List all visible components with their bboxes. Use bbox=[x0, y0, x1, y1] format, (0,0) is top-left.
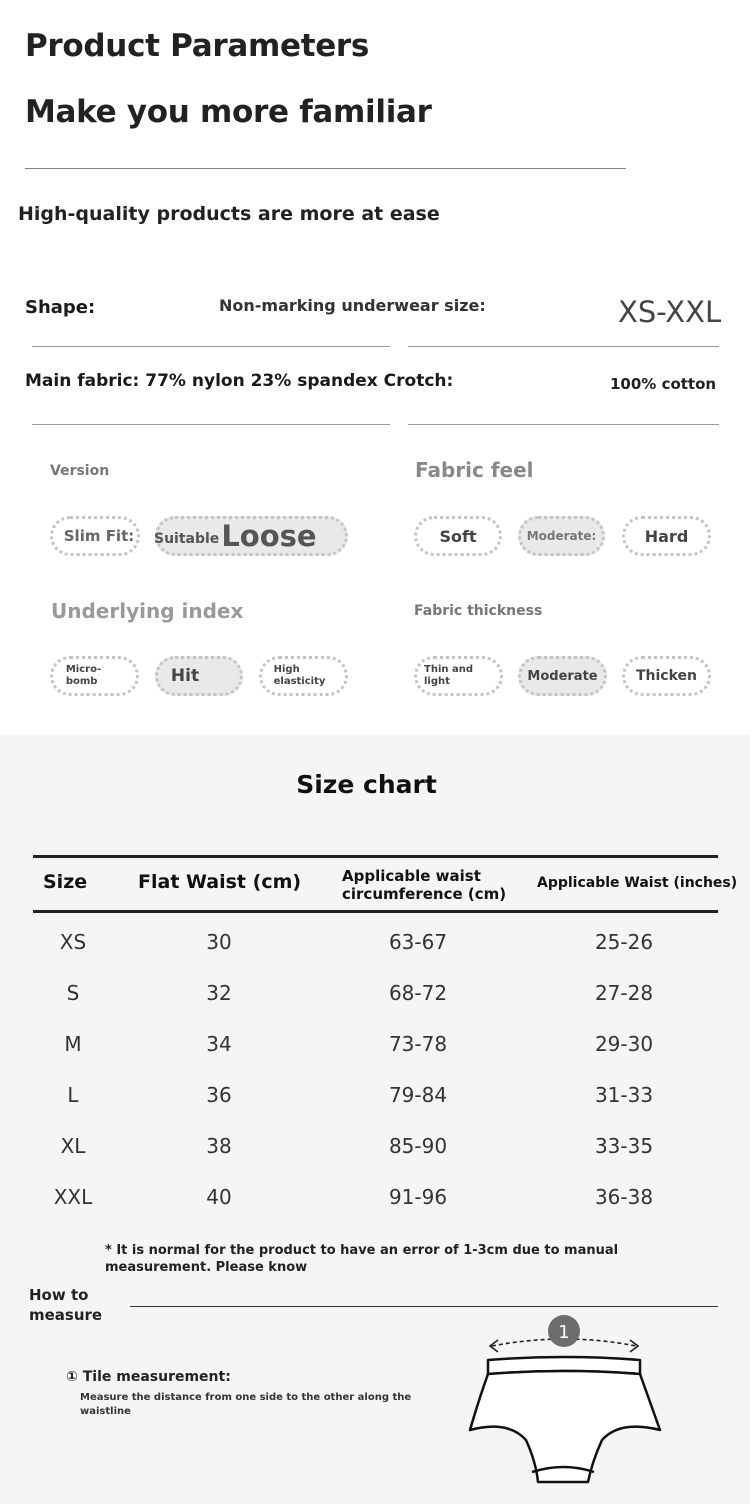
table-cell: 32 bbox=[206, 981, 232, 1005]
page-title: Product Parameters bbox=[25, 28, 370, 64]
table-cell: M bbox=[64, 1032, 82, 1056]
option-label: Suitable bbox=[154, 531, 220, 547]
table-cell: XL bbox=[60, 1134, 86, 1158]
option-label: Hard bbox=[644, 526, 689, 546]
table-cell: XS bbox=[59, 930, 87, 954]
table-cell: 68-72 bbox=[388, 981, 448, 1005]
table-cell: 91-96 bbox=[388, 1185, 448, 1209]
table-cell: 31-33 bbox=[594, 1083, 654, 1107]
table-cell: 73-78 bbox=[388, 1032, 448, 1056]
thickness-thicken bbox=[622, 656, 711, 696]
divider bbox=[32, 424, 390, 425]
option-label: Slim Fit: bbox=[63, 527, 135, 545]
table-cell: 38 bbox=[206, 1134, 232, 1158]
divider bbox=[408, 346, 719, 347]
measurement-note: * It is normal for the product to have an error of 1-3cm due to manual measurement. Please know bbox=[105, 1243, 619, 1275]
fabric-text: Main fabric: 77% nylon 23% spandex Crotch: bbox=[25, 371, 454, 391]
option-label-selected: Loose bbox=[221, 519, 317, 553]
page-subtitle: Make you more familiar bbox=[25, 94, 432, 130]
version-label: Version bbox=[50, 463, 110, 479]
underlying-label: Underlying index bbox=[51, 599, 244, 623]
table-header-waist-inches: Applicable Waist (inches) bbox=[537, 875, 738, 891]
size-label: Non-marking underwear size: bbox=[219, 296, 486, 315]
thickness-thin-light bbox=[414, 656, 503, 696]
table-cell: 27-28 bbox=[594, 981, 654, 1005]
table-cell: 25-26 bbox=[594, 930, 654, 954]
underwear-outline bbox=[470, 1357, 660, 1482]
size-chart-title: Size chart bbox=[296, 770, 437, 799]
marker-number: 1 bbox=[558, 1322, 570, 1343]
thickness-label: Fabric thickness bbox=[414, 603, 543, 619]
option-label: Soft bbox=[439, 526, 477, 546]
table-cell: 36 bbox=[206, 1083, 232, 1107]
table-header-flat-waist: Flat Waist (cm) bbox=[138, 871, 302, 893]
divider bbox=[32, 346, 390, 347]
underwear-illustration bbox=[460, 1312, 670, 1492]
option-label: Moderate bbox=[527, 668, 598, 684]
step-description: Measure the distance from one side to the other along the waistline bbox=[80, 1392, 412, 1417]
fabric-feel-label: Fabric feel bbox=[415, 458, 534, 482]
table-cell: 29-30 bbox=[594, 1032, 654, 1056]
table-header-size: Size bbox=[43, 871, 88, 893]
option-label: Thicken bbox=[635, 668, 697, 684]
table-header-rule bbox=[33, 910, 718, 913]
underlying-high-elasticity bbox=[259, 656, 348, 696]
fabric-feel-soft bbox=[414, 516, 502, 556]
divider bbox=[408, 424, 719, 425]
step-title: ① Tile measurement: bbox=[66, 1369, 231, 1385]
table-cell: S bbox=[66, 981, 80, 1005]
table-cell: 33-35 bbox=[594, 1134, 654, 1158]
table-cell: 85-90 bbox=[388, 1134, 448, 1158]
size-value: XS-XXL bbox=[618, 295, 722, 329]
version-suitable bbox=[155, 516, 348, 556]
version-slim-fit bbox=[50, 516, 140, 556]
table-cell: 36-38 bbox=[594, 1185, 654, 1209]
fabric-feel-hard bbox=[622, 516, 711, 556]
table-cell: 40 bbox=[206, 1185, 232, 1209]
table-header-waist-cm: Applicable waist circumference (cm) bbox=[342, 867, 507, 903]
fabric-feel-moderate bbox=[518, 516, 605, 556]
table-cell: 79-84 bbox=[388, 1083, 448, 1107]
how-to-measure-title: How to measure bbox=[29, 1286, 103, 1324]
table-cell: 30 bbox=[206, 930, 232, 954]
shape-label: Shape: bbox=[25, 297, 96, 318]
table-cell: 63-67 bbox=[388, 930, 448, 954]
tagline: High-quality products are more at ease bbox=[18, 203, 440, 225]
table-cell: XXL bbox=[53, 1185, 93, 1209]
thickness-moderate bbox=[518, 656, 607, 696]
underlying-micro-bomb bbox=[50, 656, 139, 696]
option-label: Micro- bomb bbox=[65, 664, 102, 687]
option-label: Thin and light bbox=[424, 664, 473, 687]
table-cell: L bbox=[67, 1083, 79, 1107]
underlying-hit bbox=[155, 656, 243, 696]
option-label: Hit bbox=[170, 666, 200, 686]
table-cell: 34 bbox=[206, 1032, 232, 1056]
crotch-value: 100% cotton bbox=[610, 375, 717, 393]
option-label: Moderate: bbox=[526, 529, 597, 543]
measure-divider bbox=[130, 1306, 718, 1307]
header-divider bbox=[25, 168, 626, 169]
table-top-rule bbox=[33, 855, 718, 858]
option-label: High elasticity bbox=[273, 664, 326, 687]
